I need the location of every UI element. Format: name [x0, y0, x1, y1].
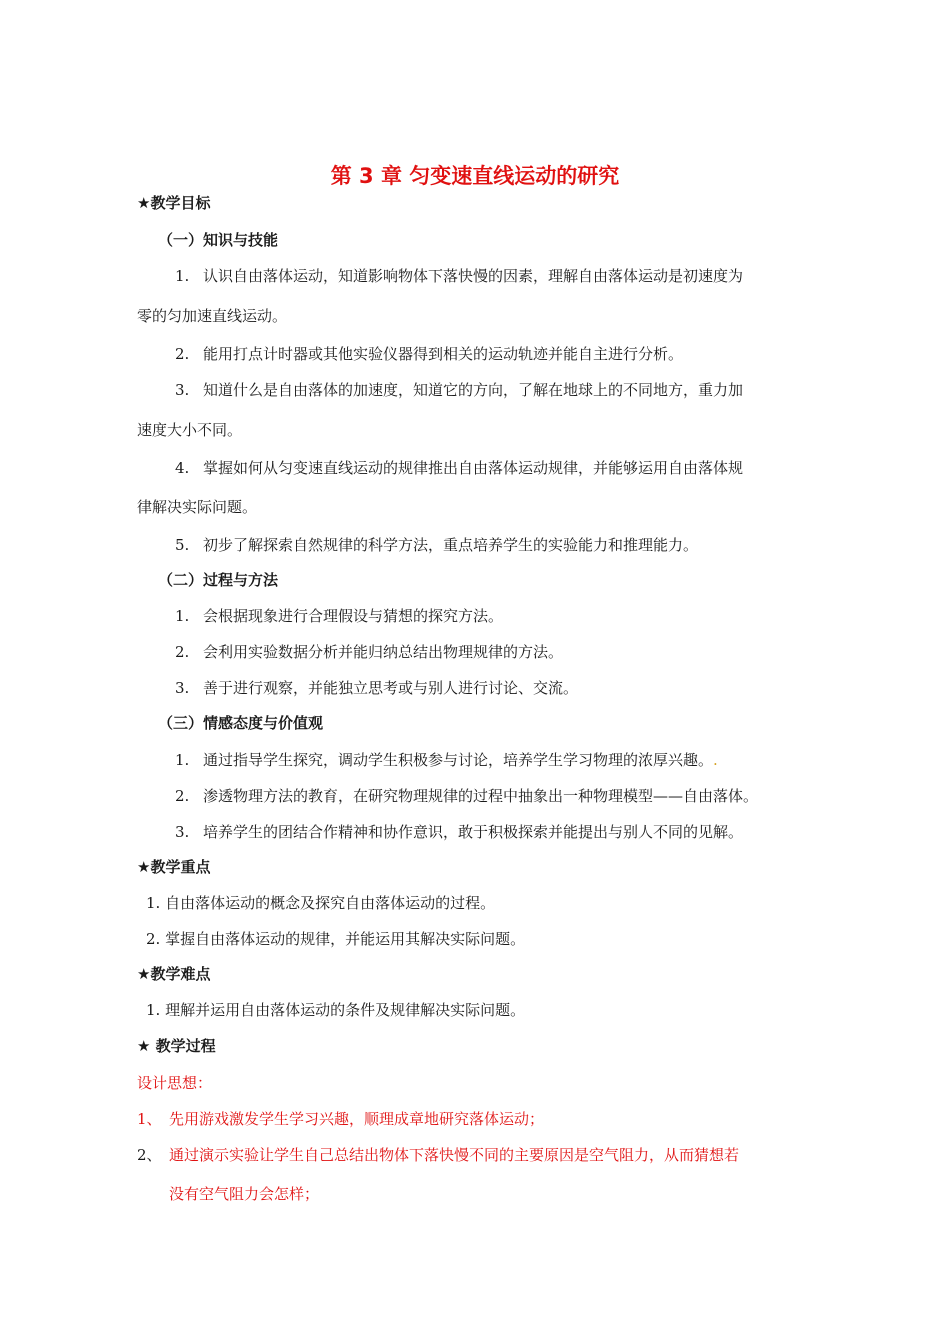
item-text: 通过演示实验让学生自己总结出物体下落快慢不同的主要原因是空气阻力，从而猜想若 — [169, 1146, 740, 1164]
item-text: 渗透物理方法的教育，在研究物理规律的过程中抽象出一种物理模型——自由落体。 — [203, 787, 759, 805]
item-text: 初步了解探索自然规律的科学方法，重点培养学生的实验能力和推理能力。 — [203, 536, 699, 554]
list-item — [175, 786, 758, 806]
item-text: 能用打点计时器或其他实验仪器得到相关的运动轨迹并能自主进行分析。 — [203, 345, 684, 363]
process-heading: ★ 教学过程 — [137, 1037, 216, 1055]
stray-mark: . — [713, 751, 718, 769]
item-number: 2、 — [137, 1146, 162, 1164]
item-number: 1. — [175, 751, 190, 769]
item-text: 会利用实验数据分析并能归纳总结出物理规律的方法。 — [203, 643, 564, 661]
list-item — [175, 750, 718, 770]
list-item — [175, 535, 698, 555]
item-text: 知道什么是自由落体的加速度，知道它的方向，了解在地球上的不同地方，重力加 — [203, 381, 744, 399]
item-number: 2. — [175, 787, 190, 805]
item-continuation: 零的匀加速直线运动。 — [137, 307, 288, 325]
item-number: 1. — [175, 607, 190, 625]
section-knowledge-heading: （一）知识与技能 — [158, 231, 279, 249]
item-text: 认识自由落体运动，知道影响物体下落快慢的因素，理解自由落体运动是初速度为 — [203, 267, 744, 285]
list-item — [175, 678, 578, 698]
item-text: 会根据现象进行合理假设与猜想的探究方法。 — [203, 607, 504, 625]
item-number: 3. — [175, 679, 190, 697]
item-continuation: 律解决实际问题。 — [137, 498, 258, 516]
list-item: 1. 理解并运用自由落体运动的条件及规律解决实际问题。 — [146, 1001, 526, 1019]
item-text: 掌握如何从匀变速直线运动的规律推出自由落体运动规律，并能够运用自由落体规 — [203, 459, 744, 477]
section-process-method-heading: （二）过程与方法 — [158, 571, 279, 589]
item-text: 先用游戏激发学生学习兴趣，顺理成章地研究落体运动； — [169, 1110, 545, 1128]
list-item: 2. 掌握自由落体运动的规律，并能运用其解决实际问题。 — [146, 930, 526, 948]
item-text: 善于进行观察，并能独立思考或与别人进行讨论、交流。 — [203, 679, 579, 697]
list-item — [175, 642, 563, 662]
list-item — [175, 380, 743, 400]
item-continuation: 速度大小不同。 — [137, 421, 243, 439]
item-number: 2. — [175, 345, 190, 363]
design-label: 设计思想： — [137, 1074, 213, 1092]
section-attitude-heading: （三）情感态度与价值观 — [158, 714, 324, 732]
list-item — [137, 1109, 544, 1129]
list-item — [175, 458, 743, 478]
difficulties-heading: ★教学难点 — [137, 965, 211, 983]
item-number: 3. — [175, 381, 190, 399]
item-text: 培养学生的团结合作精神和协作意识，敢于积极探索并能提出与别人不同的见解。 — [203, 823, 744, 841]
item-number: 4. — [175, 459, 190, 477]
item-number: 1. — [175, 267, 190, 285]
item-text: 通过指导学生探究，调动学生积极参与讨论，培养学生学习物理的浓厚兴趣。 — [203, 751, 714, 769]
item-continuation: 没有空气阻力会怎样； — [169, 1185, 320, 1203]
item-number: 1、 — [137, 1110, 162, 1128]
objectives-heading: ★教学目标 — [137, 194, 211, 212]
list-item — [175, 266, 743, 286]
item-number: 3. — [175, 823, 190, 841]
list-item — [137, 1145, 739, 1165]
list-item — [175, 822, 743, 842]
item-number: 5. — [175, 536, 190, 554]
list-item: 1. 自由落体运动的概念及探究自由落体运动的过程。 — [146, 894, 496, 912]
item-number: 2. — [175, 643, 190, 661]
list-item — [175, 344, 683, 364]
chapter-title: 第 3 章 匀变速直线运动的研究 — [330, 164, 620, 188]
list-item — [175, 606, 503, 626]
keypoints-heading: ★教学重点 — [137, 858, 211, 876]
